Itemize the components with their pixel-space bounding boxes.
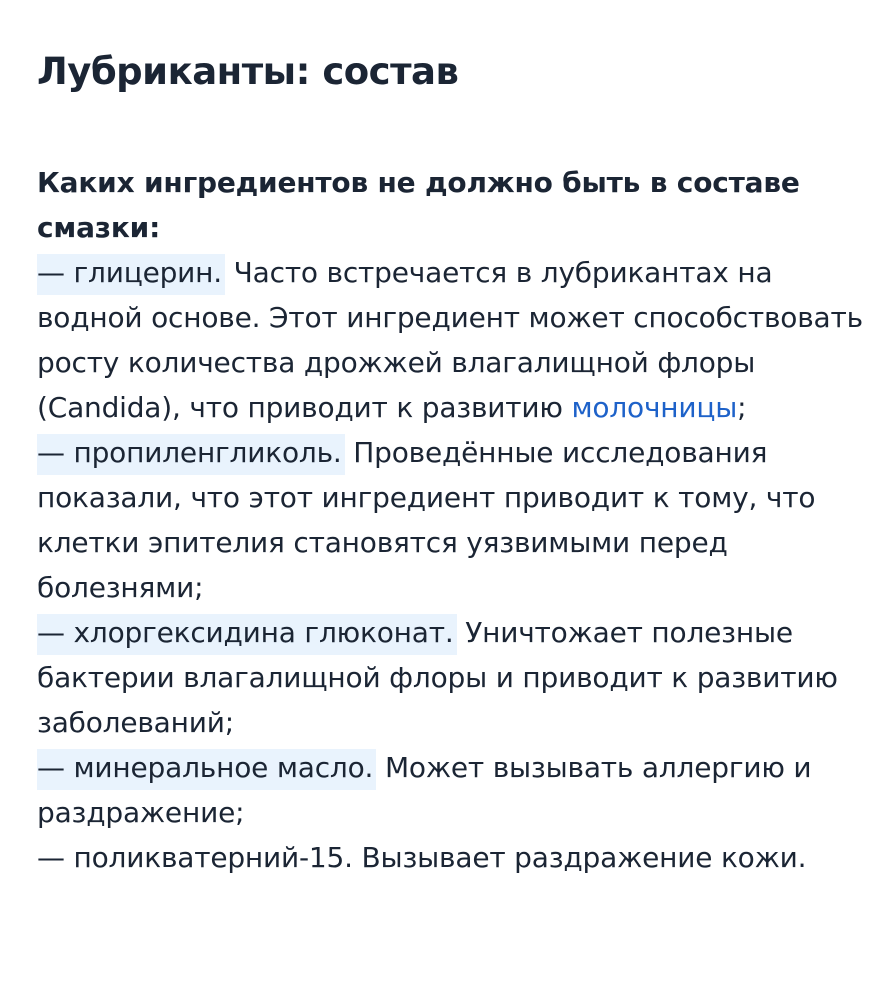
article-title: Лубриканты: состав <box>37 50 459 93</box>
list-item-glycerin <box>37 250 872 430</box>
item-text: Проведённые исследования показали, что этот ингредиент приводит к тому, что клетки эпителия становятся уязвимыми перед болезнями; <box>37 436 816 604</box>
highlighted-term: — пропиленгликоль. <box>37 434 345 475</box>
article-body <box>37 160 872 880</box>
thrush-link[interactable]: молочницы <box>571 391 738 424</box>
item-text: Часто встречается в лубрикантах на водной основе. Этот ингредиент может способствовать росту количества дрожжей влагалищной флоры (Candida), что приводит к развитию <box>37 256 863 424</box>
item-punctuation: ; <box>737 391 747 424</box>
article <box>37 46 872 874</box>
highlighted-term: — глицерин. <box>37 254 225 295</box>
article-lead: Каких ингредиентов не должно быть в составе смазки: <box>37 166 800 244</box>
list-item-chlorhexidine <box>37 610 872 745</box>
list-item-propylene-glycol <box>37 430 872 610</box>
item-text: Может вызывать аллергию и раздражение; <box>37 751 812 829</box>
item-text: Уничтожает полезные бактерии влагалищной флоры и приводит к развитию заболеваний; <box>37 616 838 739</box>
highlighted-term: — хлоргексидина глюконат. <box>37 614 457 655</box>
highlighted-term: — минеральное масло. <box>37 749 376 790</box>
list-item-mineral-oil <box>37 745 872 835</box>
list-item-polyquaternium: — поликватерний-15. Вызывает раздражение кожи. <box>37 841 807 874</box>
